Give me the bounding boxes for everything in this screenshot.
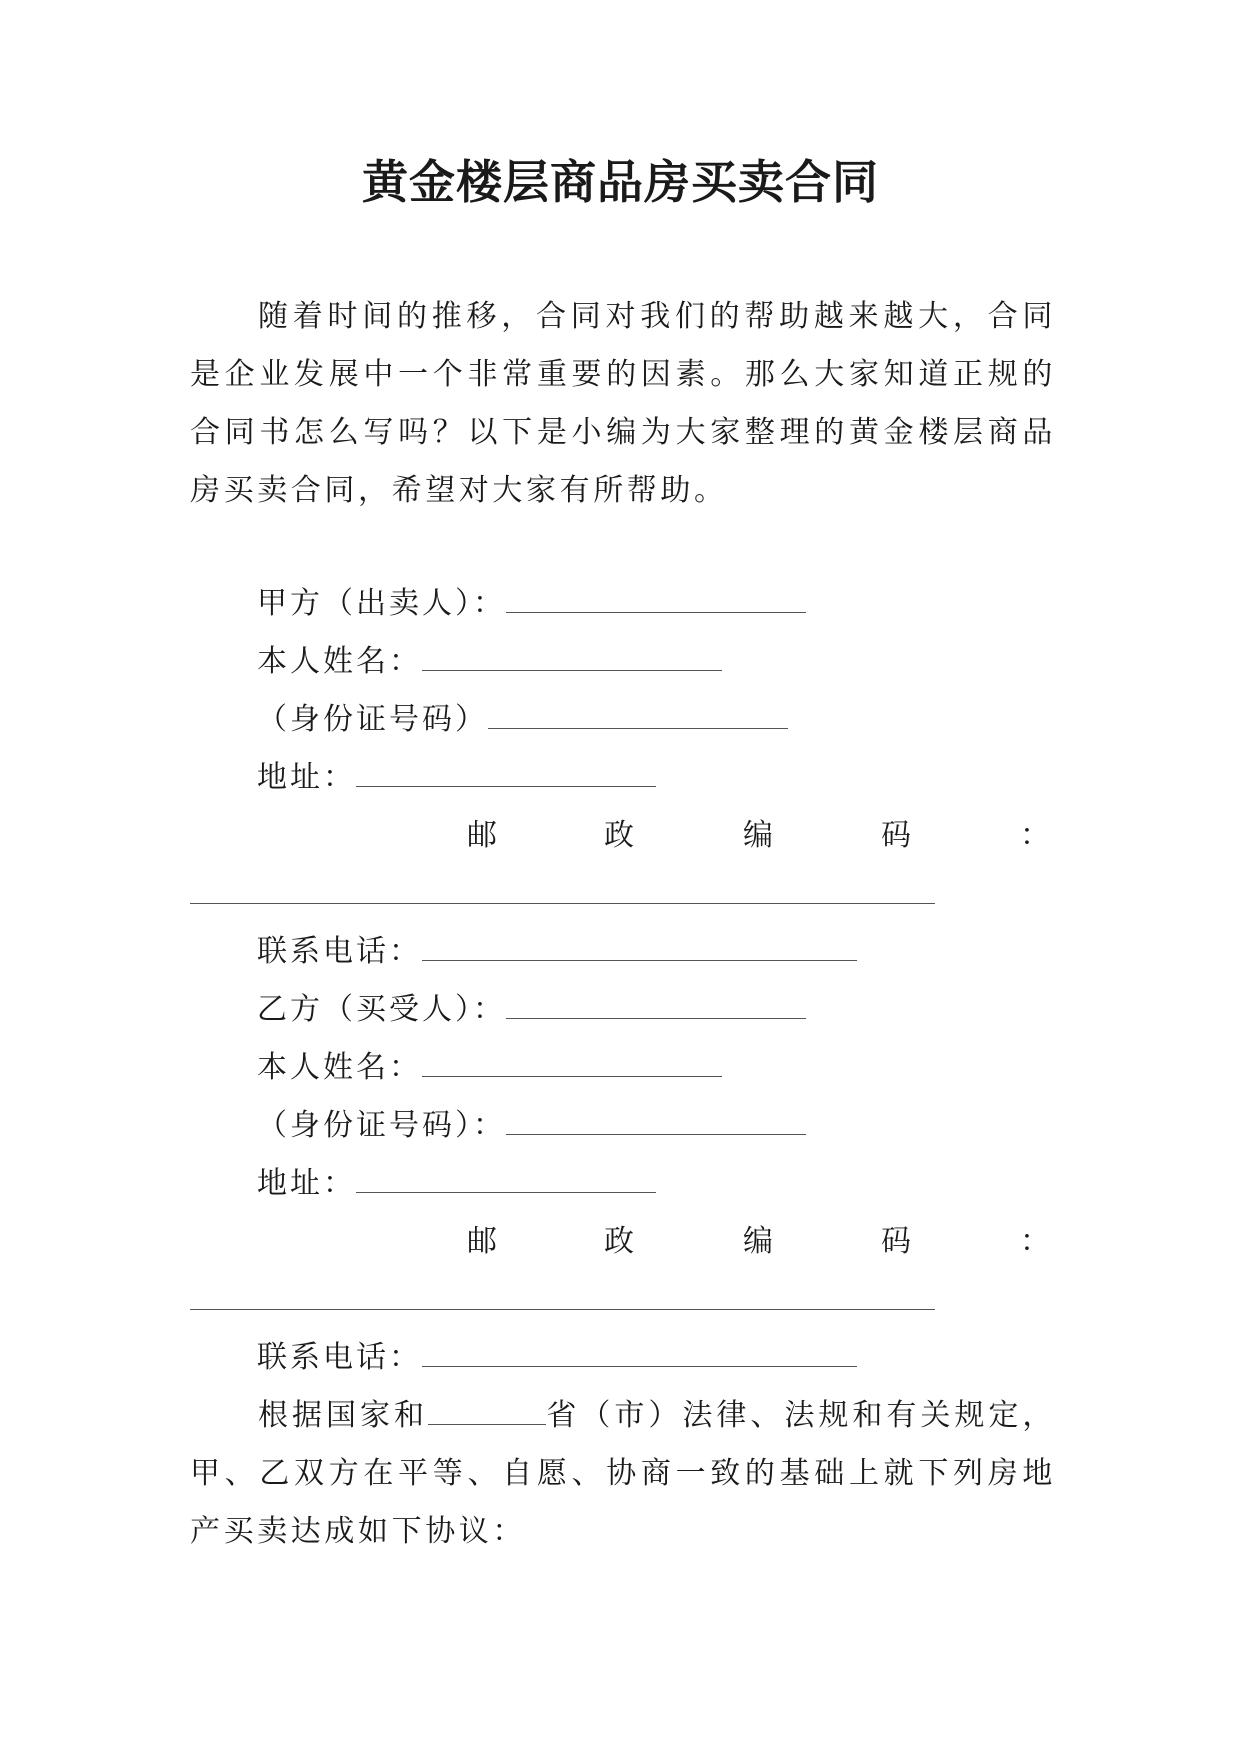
basis-prefix: 根据国家和 — [258, 1398, 428, 1433]
postal-char: 邮 — [467, 818, 497, 853]
party-a-phone-blank[interactable] — [422, 932, 857, 961]
party-b-id-blank[interactable] — [506, 1106, 806, 1135]
basis-text — [190, 1387, 1056, 1561]
party-b-address-blank[interactable] — [356, 1164, 656, 1193]
province-blank[interactable] — [428, 1396, 546, 1425]
postal-char: 政 — [604, 818, 634, 853]
party-a-id-label: （身份证号码） — [257, 702, 488, 737]
basis-paragraph — [190, 1387, 1056, 1561]
party-a-id-blank[interactable] — [488, 700, 788, 729]
party-b-address-label: 地址： — [257, 1166, 356, 1201]
party-b-phone-blank[interactable] — [422, 1338, 857, 1367]
intro-text: 随着时间的推移，合同对我们的帮助越来越大，合同是企业发展中一个非常重要的因素。那么大家知道正规的合同书怎么写吗？以下是小编为大家整理的黄金楼层商品房买卖合同，希望对大家有所帮助。 — [190, 299, 1056, 508]
party-a-address-label: 地址： — [257, 760, 356, 795]
party-a-phone-label: 联系电话： — [257, 934, 422, 969]
party-a-id-row — [257, 700, 788, 740]
party-b-id-label: （身份证号码）： — [257, 1108, 506, 1143]
intro-paragraph — [190, 288, 1056, 520]
party-b-postal-blank[interactable] — [190, 1309, 935, 1310]
party-a-name-row — [257, 642, 722, 682]
postal-char: 码 — [881, 818, 911, 853]
party-a-address-row — [257, 758, 656, 798]
postal-char: 编 — [743, 1224, 773, 1259]
party-b-id-row — [257, 1106, 806, 1146]
basis-suffix: 省（市）法律、法规和有关规定，甲、乙双方在平等、自愿、协商一致的基础上就下列房地产买卖达成如下协议： — [190, 1398, 1056, 1549]
party-a-postal-blank[interactable] — [190, 903, 935, 904]
party-b-label: 乙方（买受人）： — [257, 992, 506, 1027]
party-a-phone-row — [257, 932, 857, 972]
party-a-blank[interactable] — [506, 584, 806, 613]
party-b-blank[interactable] — [506, 990, 806, 1019]
party-a-name-blank[interactable] — [422, 642, 722, 671]
party-a-label: 甲方（出卖人）： — [257, 586, 506, 621]
party-b-row — [257, 990, 806, 1030]
postal-char: 邮 — [467, 1224, 497, 1259]
postal-char: ： — [1020, 1224, 1050, 1259]
party-b-phone-row — [257, 1338, 857, 1378]
party-a-row — [257, 584, 806, 624]
postal-char: 码 — [881, 1224, 911, 1259]
postal-char: 编 — [743, 818, 773, 853]
party-b-address-row — [257, 1164, 656, 1204]
party-b-phone-label: 联系电话： — [257, 1340, 422, 1375]
party-b-name-label: 本人姓名： — [257, 1050, 422, 1085]
postal-char: 政 — [604, 1224, 634, 1259]
party-b-name-blank[interactable] — [422, 1048, 722, 1077]
postal-char: ： — [1020, 818, 1050, 853]
document-title: 黄金楼层商品房买卖合同 — [362, 155, 879, 209]
party-a-address-blank[interactable] — [356, 758, 656, 787]
party-b-name-row — [257, 1048, 722, 1088]
party-a-name-label: 本人姓名： — [257, 644, 422, 679]
